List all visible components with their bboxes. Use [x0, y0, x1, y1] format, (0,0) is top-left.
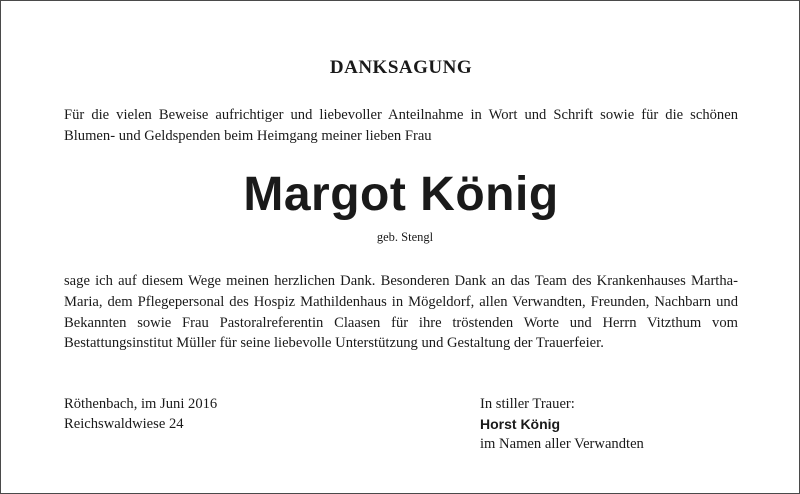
thanks-paragraph: sage ich auf diesem Wege meinen herzlichen Dank. Besonderen Dank an das Team des Krankenhauses Martha-Maria, dem Pflegepersonal des Hospiz Mathildenhaus in Mögeldorf, allen Verwandten, Freunden, Nachbarn und Bekannten sowie Frau Pastoralreferentin Claasen für ihre tröstenden Worte und Herrn Vitzthum vom Bestattungsinstitut Müller für seine liebevolle Unterstützung und Gestaltung der Trauerfeier.	[64, 273, 738, 352]
intro-paragraph: Für die vielen Beweise aufrichtiger und liebevoller Anteilnahme in Wort und Schrift sowie für die schönen Blumen- und Geldspenden beim Heimgang meiner lieben Frau	[64, 107, 738, 144]
place-block	[64, 394, 364, 434]
deceased-name: Margot König	[243, 168, 559, 221]
birth-name: geb. Stengl	[376, 230, 434, 244]
place-date-line: Röthenbach, im Juni 2016	[64, 396, 218, 412]
address-line: Reichswaldwiese 24	[64, 416, 184, 432]
mourning-intro: In stiller Trauer:	[480, 396, 575, 412]
notice-heading: DANKSAGUNG	[329, 57, 473, 78]
mourner-name: Horst König	[480, 416, 561, 432]
on-behalf-line: im Namen aller Verwandten	[480, 436, 644, 452]
mourning-block	[480, 394, 740, 454]
